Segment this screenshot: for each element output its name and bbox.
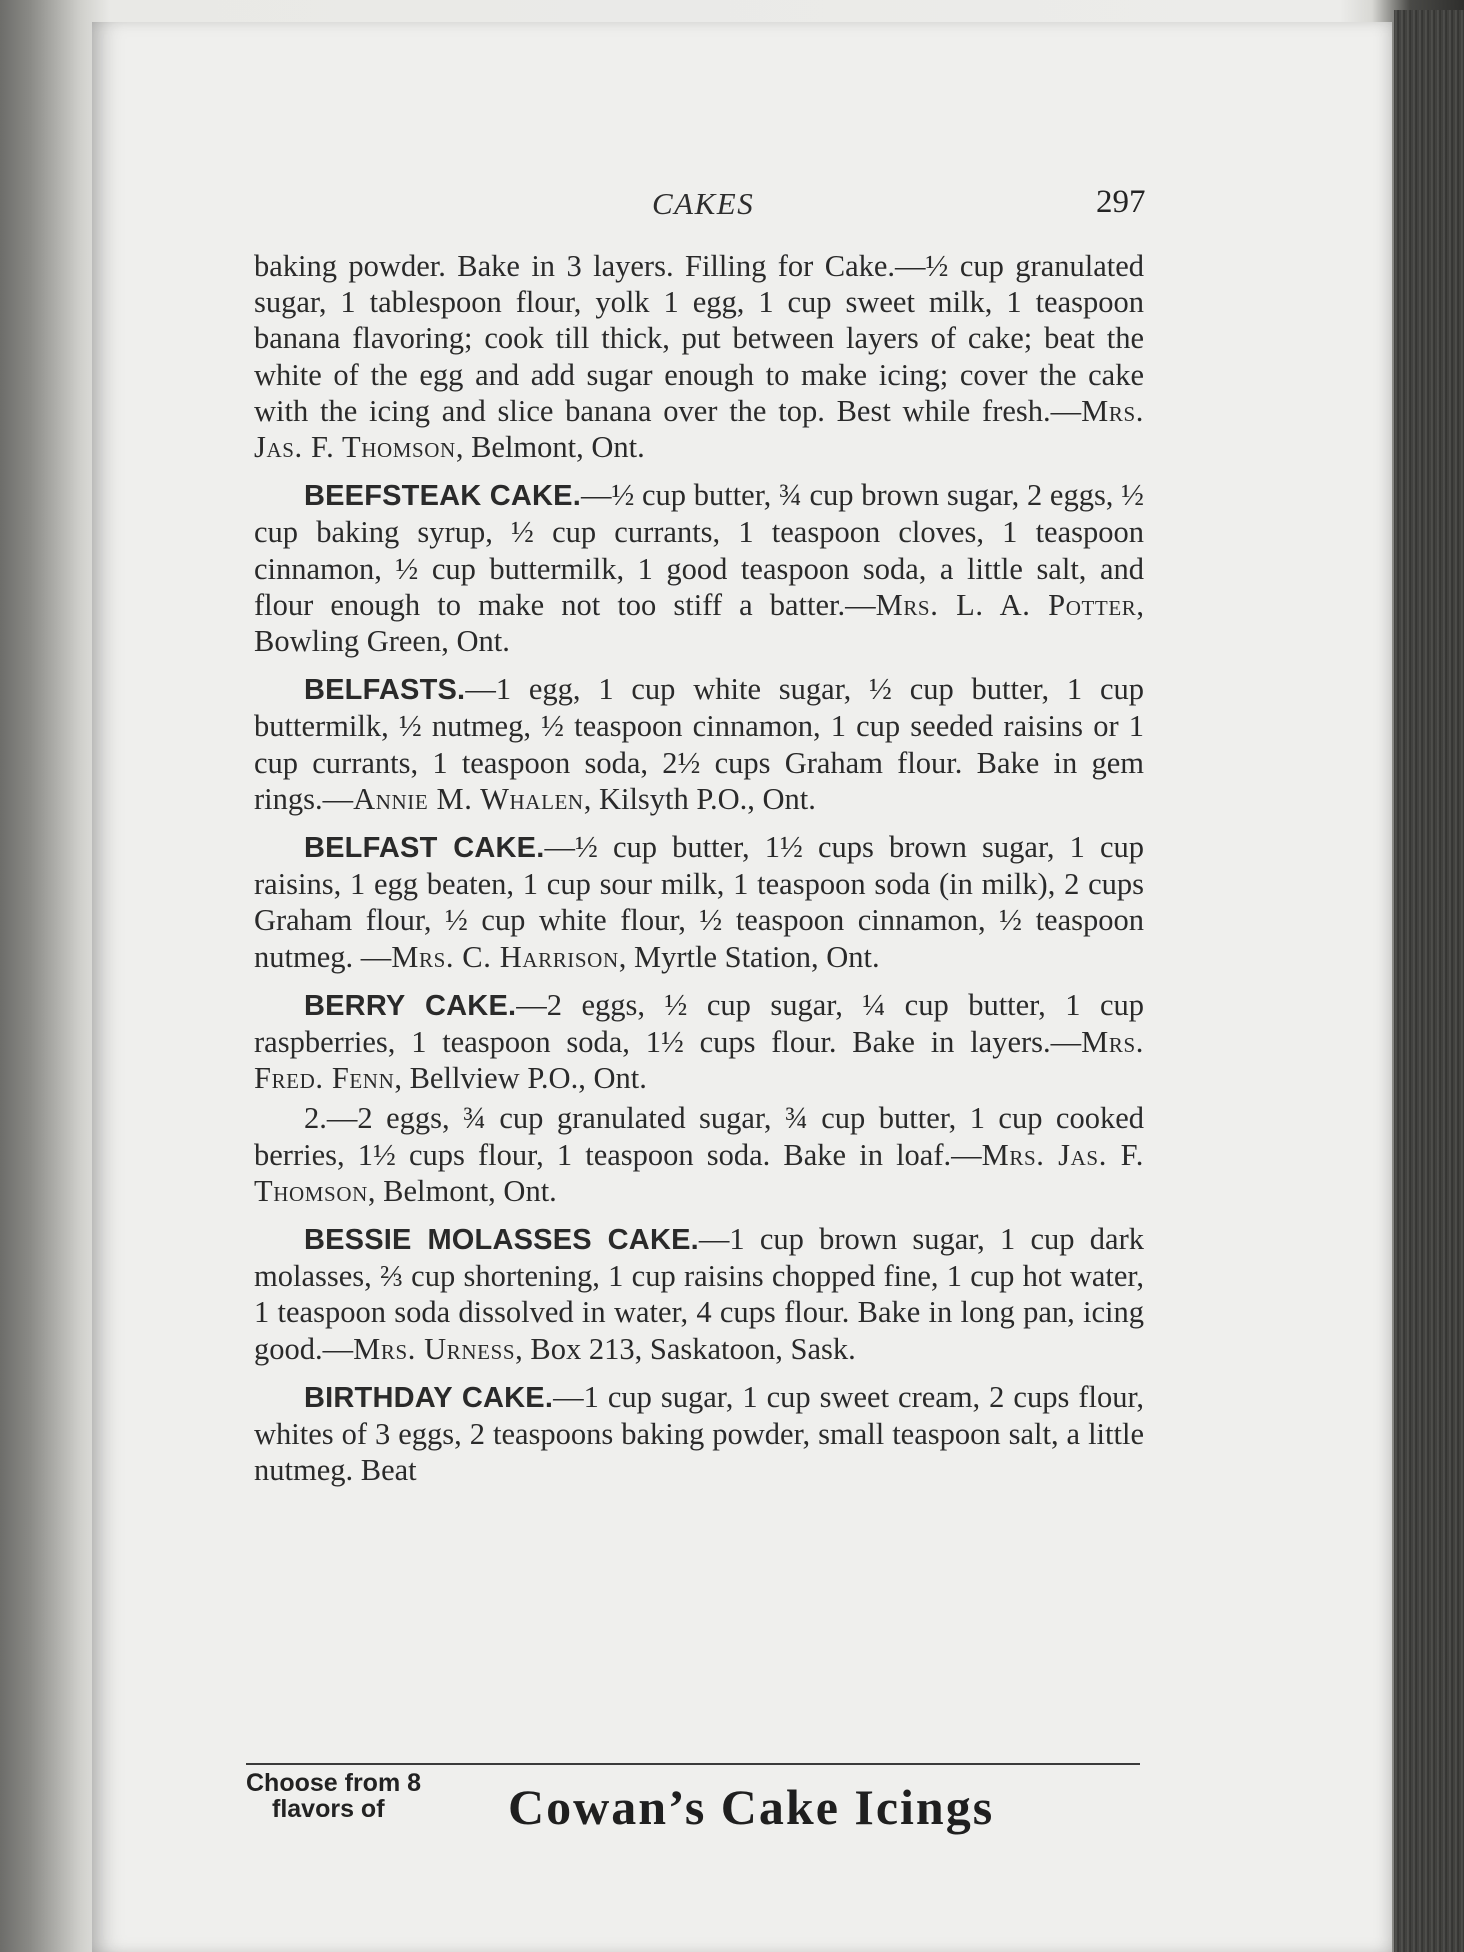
recipe-text: —1 egg, 1 cup white sugar, ½ cup butter, 1 cup buttermilk, ½ nutmeg, ½ teaspoon cinnamon, 1 cup seeded raisins or 1 cup currants, 1 teaspoon soda, 2½ cups Graham flour. Bake in gem rings.— <box>254 672 1144 816</box>
advert-line-2: flavors of <box>272 1795 385 1823</box>
recipe-author: Mrs. L. A. Potter <box>875 587 1137 622</box>
recipe-place: , Bellview P.O., Ont. <box>394 1061 647 1096</box>
recipe-place: , Kilsyth P.O., Ont. <box>583 781 816 816</box>
recipe-author: Mrs. Jas. F. Thomson <box>254 1137 1144 1208</box>
recipe-text: —2 eggs, ½ cup sugar, ¼ cup butter, 1 cup raspberries, 1 teaspoon soda, 1½ cups flour. Bake in layers.— <box>254 987 1144 1060</box>
recipe-title: BERRY CAKE. <box>304 989 517 1022</box>
recipe-berry-cake <box>254 987 1144 1097</box>
recipe-title: BESSIE MOLASSES CAKE. <box>304 1224 699 1257</box>
recipe-belfasts <box>254 671 1144 817</box>
recipe-title: BELFAST CAKE. <box>304 832 545 865</box>
recipe-text: —1 cup brown sugar, 1 cup dark molasses, ⅔ cup shortening, 1 cup raisins chopped fine, 1 cup hot water, 1 teaspoon soda dissolved in water, 4 cups flour. Bake in long pan, icing good.— <box>254 1222 1144 1366</box>
recipe-birthday-cake <box>254 1379 1144 1489</box>
running-title: CAKES <box>652 186 755 221</box>
recipe-text: 2.—2 eggs, ¾ cup granulated sugar, ¾ cup butter, 1 cup cooked berries, 1½ cups flour, 1 teaspoon soda. Bake in loaf.— <box>254 1101 1144 1172</box>
intro-place: , Belmont, Ont. <box>455 430 645 465</box>
page-body <box>254 248 1144 1489</box>
recipe-text: —1 cup sugar, 1 cup sweet cream, 2 cups flour, whites of 3 eggs, 2 teaspoons baking powder, small teaspoon salt, a little nutmeg. Beat <box>254 1379 1145 1488</box>
intro-author: Mrs. Jas. F. Thomson <box>254 393 1144 465</box>
recipe-title: BELFASTS. <box>304 674 466 707</box>
recipe-place: , Myrtle Station, Ont. <box>618 939 880 974</box>
recipe-beefsteak-cake <box>254 477 1144 659</box>
intro-paragraph <box>254 248 1144 465</box>
advert-headline: Cowan’s Cake Icings <box>508 1779 995 1835</box>
page-number: 297 <box>1096 184 1146 220</box>
recipe-author: Annie M. Whalen <box>353 781 584 816</box>
advert-line-1: Choose from 8 <box>246 1769 422 1797</box>
recipe-berry-cake-variant <box>254 1100 1144 1209</box>
recipe-author: Mrs. C. Harrison <box>391 939 619 974</box>
recipe-text: —½ cup butter, 1½ cups brown sugar, 1 cup raisins, 1 egg beaten, 1 cup sour milk, 1 teaspoon soda (in milk), 2 cups Graham flour, ½ cup white flour, ½ teaspoon cinnamon, ½ teaspoon nutmeg. — <box>254 830 1144 974</box>
recipe-bessie-molasses-cake <box>254 1221 1144 1367</box>
advert-small-text <box>246 1770 486 1822</box>
page-header <box>0 186 1464 234</box>
intro-text: baking powder. Bake in 3 layers. Filling for Cake.—½ cup granulated sugar, 1 tablespoon flour, yolk 1 egg, 1 cup sweet milk, 1 teaspoon banana flavoring; cook till thick, put between layers of cake; beat the white of the egg and add sugar enough to make icing; cover the cake with the icing and slice banana over the top. Best while fresh.— <box>254 249 1144 428</box>
advert-rule <box>246 1763 1140 1765</box>
recipe-place: , Belmont, Ont. <box>367 1173 557 1208</box>
advert-footer <box>246 1770 1140 1850</box>
recipe-place: , Box 213, Saskatoon, Sask. <box>515 1331 856 1366</box>
recipe-author: Mrs. Urness <box>353 1331 516 1366</box>
page-edges <box>1394 10 1464 1952</box>
recipe-place: , Bowling Green, Ont. <box>254 587 1144 659</box>
recipe-text: —½ cup butter, ¾ cup brown sugar, 2 eggs, ½ cup baking syrup, ½ cup currants, 1 teaspoon cloves, 1 teaspoon cinnamon, ½ cup buttermilk, 1 good teaspoon soda, a little salt, and flour enough to make not too stiff a batter.— <box>254 478 1144 622</box>
recipe-author: Mrs. Fred. Fenn <box>254 1025 1144 1096</box>
recipe-title: BEEFSTEAK CAKE. <box>304 480 581 513</box>
recipe-title: BIRTHDAY CAKE. <box>304 1381 554 1414</box>
recipe-belfast-cake <box>254 829 1144 975</box>
